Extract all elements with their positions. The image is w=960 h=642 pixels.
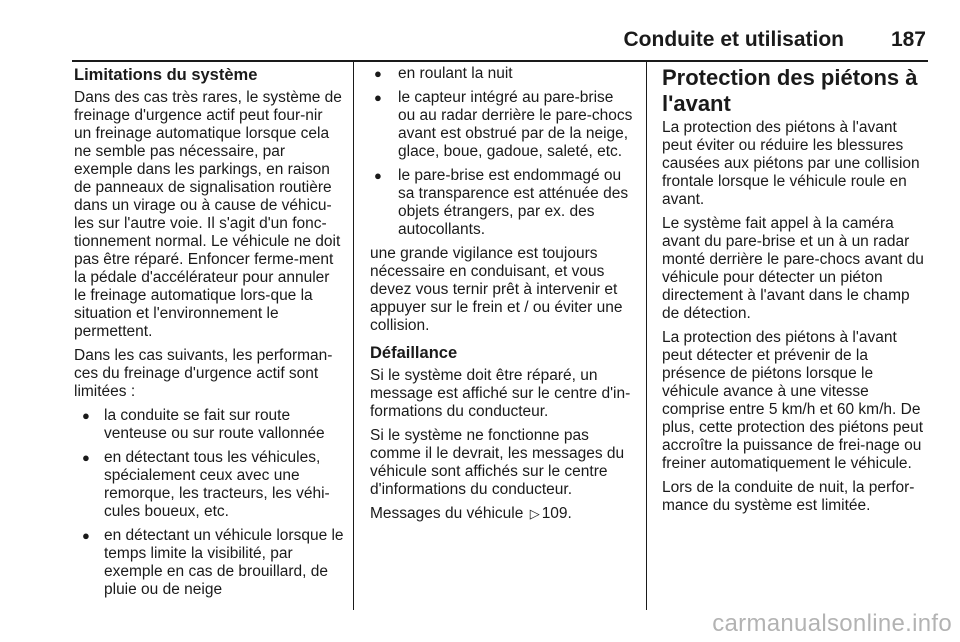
paragraph: Dans les cas suivants, les performan-ces du freinage d'urgence actif sont limitées : bbox=[74, 347, 333, 400]
column-divider-1 bbox=[353, 62, 354, 610]
paragraph: La protection des piétons à l'avant peut éviter ou réduire les blessures causées aux piétons par une collision frontale lorsque le véhicule roule en avant. bbox=[662, 119, 920, 208]
list-item: ● en roulant la nuit bbox=[374, 65, 513, 82]
list-item: ● en détectant un véhicule lorsque le temps limite la visibilité, par exemple en cas de brouillard, de pluie ou de neige bbox=[82, 527, 344, 598]
paragraph: Le système fait appel à la caméra avant du pare-brise et un à un radar monté derrière le pare-chocs avant du véhicule pour détecter un piéton directement à l'avant dans le champ de détection. bbox=[662, 215, 924, 322]
paragraph: La protection des piétons à l'avant peut détecter et prévenir de la présence de piétons lorsque le véhicule avance à une vitesse comprise entre 5 km/h et 60 km/h. De plus, cette protection des piétons peut accroître la puissance de frei-nage ou freiner automatiquement le véhicule. bbox=[662, 329, 924, 472]
list-item: ● le capteur intégré au pare-brise ou au radar derrière le pare-chocs avant est obstrué par de la neige, glace, boue, gadoue, saleté, etc. bbox=[374, 89, 633, 160]
paragraph: une grande vigilance est toujours nécessaire en conduisant, et vous devez vous ternir prêt à intervenir et appuyer sur le frein et / ou éviter une collision. bbox=[370, 245, 623, 334]
list-item: ● en détectant tous les véhicules, spécialement ceux avec une remorque, les tracteurs, les véhi-cules boueux, etc. bbox=[82, 449, 330, 520]
page-header bbox=[72, 20, 928, 62]
heading-defaillance: Défaillance bbox=[370, 344, 458, 362]
bullet-icon: ● bbox=[82, 408, 90, 423]
bullet-icon: ● bbox=[82, 450, 90, 465]
watermark: carmanualsonline.info bbox=[712, 610, 952, 637]
bullet-list bbox=[370, 65, 634, 239]
paragraph: Lors de la conduite de nuit, la perfor-mance du système est limitée. bbox=[662, 479, 915, 514]
bullet-icon: ● bbox=[374, 90, 382, 105]
column-2 bbox=[370, 65, 634, 529]
paragraph: Si le système ne fonctionne pas comme il le devrait, les messages du véhicule sont affichés sur le centre d'informations du conducteur. bbox=[370, 427, 625, 498]
reference-text: Messages du véhicule bbox=[370, 505, 524, 522]
heading-limitations: Limitations du système bbox=[74, 66, 258, 84]
column-3 bbox=[662, 65, 928, 521]
list-item: ● la conduite se fait sur route venteuse ou sur route vallonnée bbox=[82, 407, 325, 442]
bullet-icon: ● bbox=[82, 528, 90, 543]
paragraph: Dans des cas très rares, le système de freinage d'urgence actif peut four-nir un freinage automatique lorsque cela ne semble pas nécessaire, par exemple dans les parkings, en raison de panneaux de signalisation routière dans un virage ou à cause de véhicu-les sur l'autre voie. Il s'agit d'un fonc-tionnement normal. Le véhicule ne doit pas être réparé. Enfoncer ferme-ment la pédale d'accélérateur pour annuler le freinage automatique lors-que la situation et l'environnement le permettent. bbox=[74, 89, 342, 340]
heading-pedestrian-protection: Protection des piétons à l'avant bbox=[662, 65, 918, 116]
page-ref-arrow-icon: ▷ bbox=[529, 506, 540, 521]
cross-reference bbox=[370, 505, 634, 523]
bullet-icon: ● bbox=[374, 168, 382, 183]
bullet-icon: ● bbox=[374, 66, 382, 81]
list-item: ● le pare-brise est endommagé ou sa transparence est atténuée des objets étrangers, par ex. des autocollants. bbox=[374, 167, 629, 238]
paragraph: Si le système doit être réparé, un message est affiché sur le centre d'in-formations du conducteur. bbox=[370, 367, 631, 420]
reference-page: 109. bbox=[541, 505, 572, 522]
page-number: 187 bbox=[890, 28, 926, 51]
bullet-list bbox=[74, 407, 344, 599]
column-1 bbox=[74, 65, 344, 605]
section-title: Conduite et utilisation bbox=[623, 28, 844, 51]
column-divider-2 bbox=[646, 62, 647, 610]
